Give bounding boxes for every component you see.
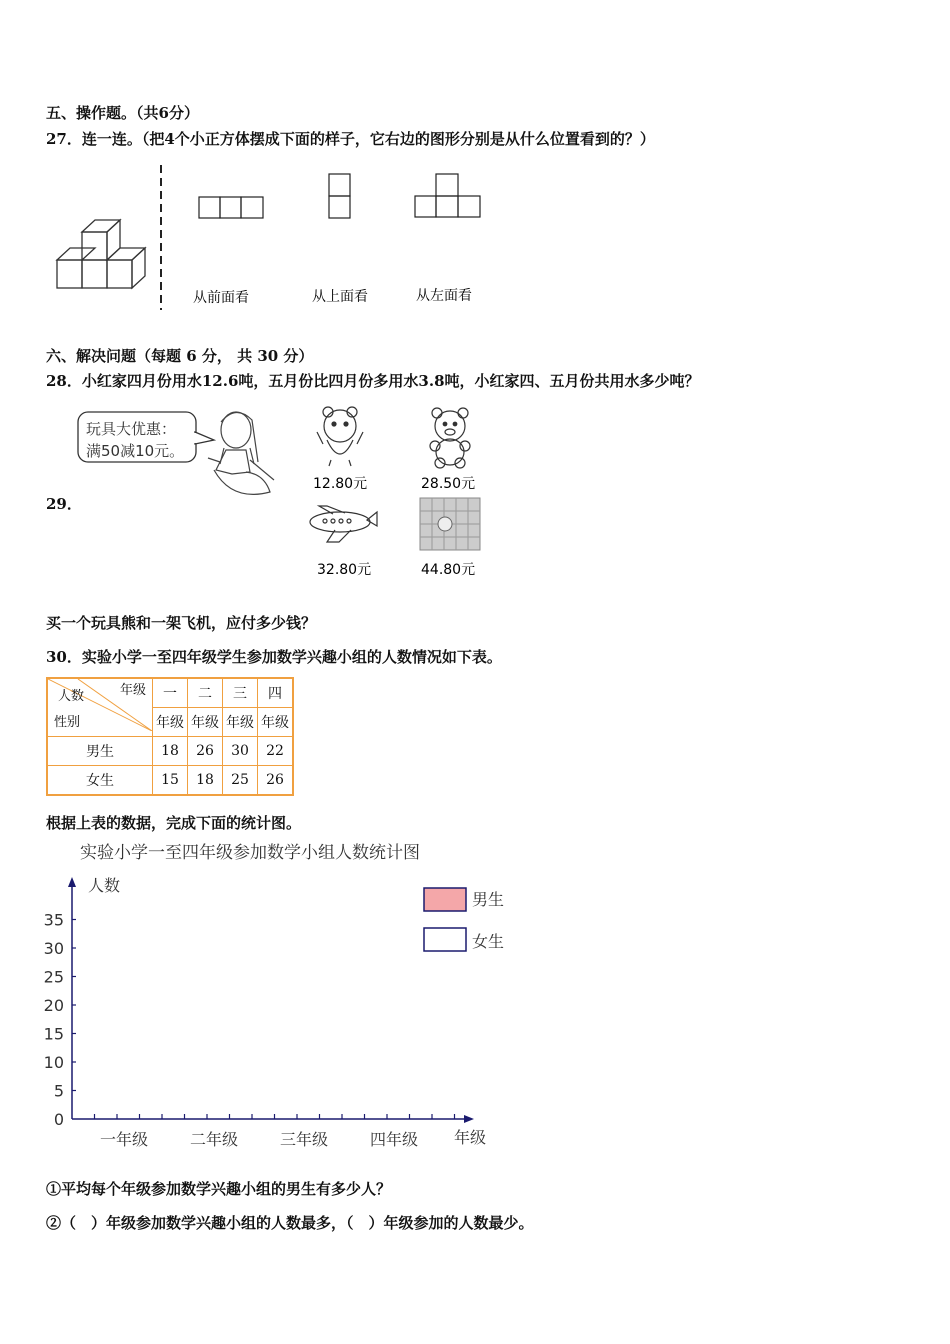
question-30: 30．实验小学一至四年级学生参加数学兴趣小组的人数情况如下表。 xyxy=(46,648,502,666)
y-tick-label: 0 xyxy=(53,1110,64,1129)
y-tick-label: 15 xyxy=(43,1024,64,1044)
chart-ylabel: 人数 xyxy=(88,876,121,895)
front-view-shape xyxy=(199,197,263,218)
row-label-boys: 男生 xyxy=(47,737,153,766)
price-puzzle: 44.80元 xyxy=(421,562,476,578)
airplane-toy-icon xyxy=(310,506,377,542)
corner-gender: 性别 xyxy=(54,715,81,730)
bubble-line-1: 玩具大优惠： xyxy=(86,420,177,438)
y-tick-label: 10 xyxy=(43,1053,64,1072)
table-row-boys xyxy=(47,737,293,766)
toys-illustration xyxy=(305,402,495,582)
tiger-toy-icon xyxy=(317,407,363,466)
sub-question-1: ①平均每个年级参加数学兴趣小组的男生有多少人？ xyxy=(46,1180,392,1198)
legend-swatch-boys xyxy=(424,888,466,911)
grade-header-2: 二 xyxy=(188,678,223,708)
top-view-shape xyxy=(329,174,350,218)
chart-title: 实验小学一至四年级参加数学小组人数统计图 xyxy=(80,843,420,863)
girls-grade-4: 26 xyxy=(258,766,294,796)
view-label-front: 从前面看 xyxy=(193,290,249,306)
y-tick-label: 20 xyxy=(43,996,64,1015)
girls-grade-2: 18 xyxy=(188,766,223,796)
question-29-text: 买一个玩具熊和一架飞机，应付多少钱？ xyxy=(46,614,317,632)
x-category-label: 四年级 xyxy=(370,1130,419,1149)
girl-icon xyxy=(208,412,274,494)
left-view-shape xyxy=(415,174,480,217)
corner-count: 人数 xyxy=(58,689,85,704)
puzzle-toy-icon xyxy=(420,498,480,550)
y-tick-label: 5 xyxy=(53,1081,64,1101)
boys-grade-3: 30 xyxy=(223,737,258,766)
y-tick-label: 30 xyxy=(43,939,64,958)
view-label-left: 从左面看 xyxy=(416,288,472,304)
x-axis-arrow xyxy=(464,1115,474,1123)
grade-header-1: 一 xyxy=(153,678,188,708)
price-airplane: 32.80元 xyxy=(317,562,372,578)
view-label-top: 从上面看 xyxy=(312,289,368,305)
section6-heading: 六、解决问题（每题 6 分， 共 30 分） xyxy=(46,347,314,365)
y-tick-label: 35 xyxy=(43,910,64,930)
question-27: 27．连一连。（把4个小正方体摆成下面的样子，它右边的图形分别是从什么位置看到的？） xyxy=(46,130,655,148)
chart-instruction: 根据上表的数据，完成下面的统计图。 xyxy=(46,814,302,832)
table-corner-cell xyxy=(47,678,153,737)
boys-grade-4: 22 xyxy=(258,737,294,766)
legend-label-boys: 男生 xyxy=(472,890,505,909)
grade-header-4: 四 xyxy=(258,678,294,708)
y-axis-arrow xyxy=(68,877,76,887)
question-29-number: 29． xyxy=(46,495,82,513)
row-label-girls: 女生 xyxy=(47,766,153,796)
teddy-bear-icon xyxy=(430,408,470,468)
bubble-line-2: 满50减10元。 xyxy=(86,442,185,460)
x-category-label: 三年级 xyxy=(280,1130,329,1149)
corner-grade: 年级 xyxy=(119,683,146,698)
sub-question-2: ②（ ）年级参加数学兴趣小组的人数最多，（ ）年级参加的人数最少。 xyxy=(46,1214,534,1232)
legend-swatch-girls xyxy=(424,928,466,951)
boys-grade-2: 26 xyxy=(188,737,223,766)
bar-chart xyxy=(40,835,520,1160)
grade-header-4-suffix: 年级 xyxy=(258,708,294,737)
table-row-girls xyxy=(47,766,293,796)
girls-grade-1: 15 xyxy=(153,766,188,796)
price-bear: 28.50元 xyxy=(421,476,476,492)
price-tiger: 12.80元 xyxy=(313,476,368,492)
section5-heading: 五、操作题。（共6分） xyxy=(46,104,199,122)
cube-views-figure xyxy=(50,160,510,315)
grade-header-2-suffix: 年级 xyxy=(188,708,223,737)
boys-grade-1: 18 xyxy=(153,737,188,766)
x-category-label: 二年级 xyxy=(190,1130,239,1149)
stats-table xyxy=(46,677,294,796)
grade-header-1-suffix: 年级 xyxy=(153,708,188,737)
grade-header-3-suffix: 年级 xyxy=(223,708,258,737)
girls-grade-3: 25 xyxy=(223,766,258,796)
chart-xlabel: 年级 xyxy=(454,1128,487,1147)
question-28: 28．小红家四月份用水12.6吨，五月份比四月份多用水3.8吨，小红家四、五月份共用水多少吨？ xyxy=(46,372,700,390)
legend-label-girls: 女生 xyxy=(472,932,505,951)
grade-header-3: 三 xyxy=(223,678,258,708)
x-category-label: 一年级 xyxy=(100,1130,149,1149)
cube-stack-illustration xyxy=(57,220,145,288)
y-tick-label: 25 xyxy=(43,967,64,987)
